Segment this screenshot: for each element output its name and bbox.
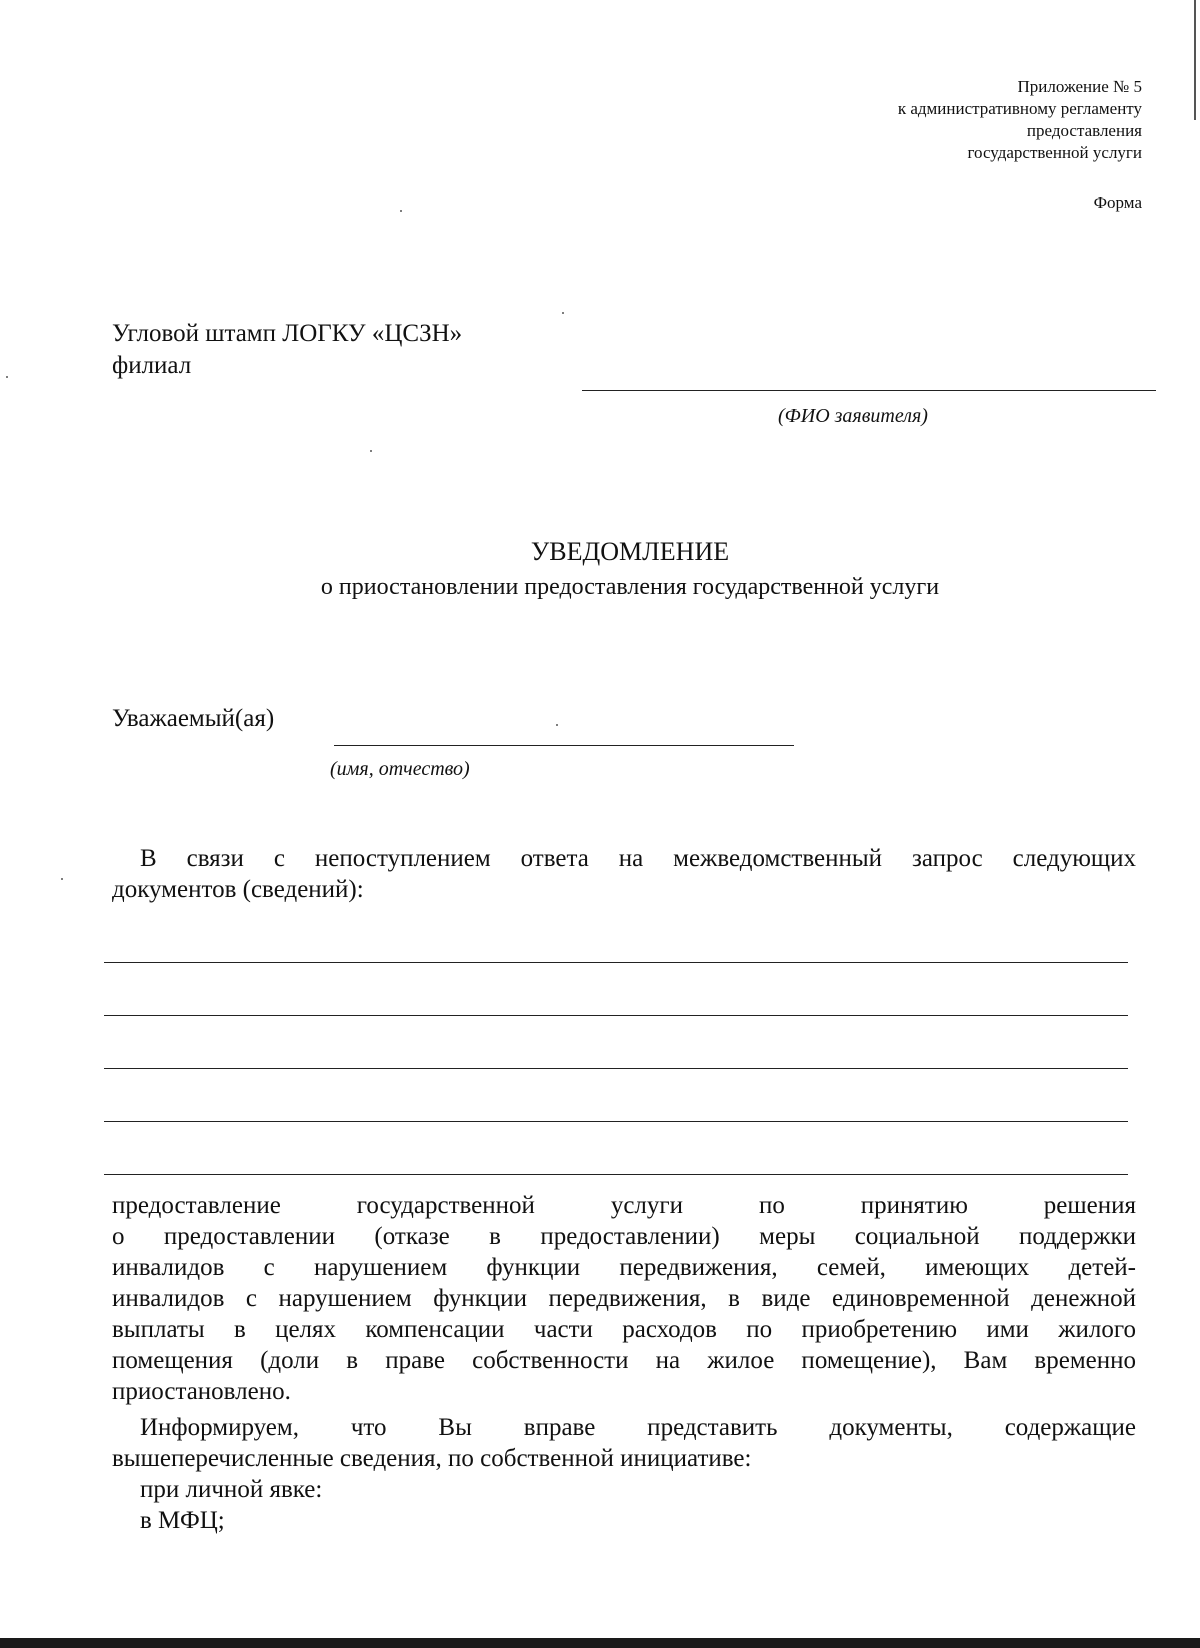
documents-blank-line[interactable]	[104, 1174, 1128, 1175]
appendix-line: к административному регламенту	[897, 99, 1142, 118]
scan-speck	[6, 376, 8, 378]
document-subtitle: о приостановлении предоставления государственной услуги	[320, 574, 940, 600]
main-line: предоставление государственной услуги по принятию решения	[112, 1192, 1136, 1219]
main-line: помещения (доли в праве собственности на жилое помещение), Вам временно	[112, 1347, 1136, 1374]
scan-speck	[400, 210, 402, 212]
main-line: о предоставлении (отказе в предоставлении) меры социальной поддержки	[112, 1223, 1136, 1250]
documents-blank-line[interactable]	[104, 1121, 1128, 1122]
corner-stamp-label	[112, 318, 462, 382]
submission-options	[140, 1474, 322, 1536]
main-paragraph	[112, 1190, 1136, 1407]
inform-line: Информируем, что Вы вправе представить документы, содержащие	[140, 1414, 1136, 1441]
submission-option: при личной явке:	[140, 1476, 323, 1503]
documents-blank-line[interactable]	[104, 962, 1128, 963]
main-line: приостановлено.	[112, 1378, 291, 1405]
intro-line: В связи с непоступлением ответа на межведомственный запрос следующих	[140, 845, 1136, 872]
scan-edge-mark	[1194, 0, 1196, 120]
appendix-reference	[898, 76, 1142, 164]
scan-speck	[556, 724, 558, 726]
stamp-line: Угловой штамп ЛОГКУ «ЦСЗН»	[112, 320, 463, 347]
form-label: Форма	[1093, 193, 1142, 212]
applicant-name-caption: (ФИО заявителя)	[778, 405, 928, 427]
intro-paragraph	[112, 843, 1136, 905]
stamp-line: филиал	[112, 352, 192, 379]
recipient-name-caption: (имя, отчество)	[330, 758, 470, 780]
scan-speck	[562, 312, 564, 314]
main-line: инвалидов с нарушением функции передвижения, в виде единовременной денежной	[112, 1285, 1136, 1312]
documents-blank-line[interactable]	[104, 1015, 1128, 1016]
greeting-label: Уважаемый(ая)	[112, 705, 275, 732]
appendix-line: предоставления	[1026, 121, 1142, 140]
inform-paragraph	[112, 1412, 1136, 1474]
inform-line: вышеперечисленные сведения, по собственной инициативе:	[112, 1445, 752, 1472]
scan-speck	[61, 878, 63, 880]
main-line: выплаты в целях компенсации части расходов по приобретению ими жилого	[112, 1316, 1136, 1343]
scan-bottom-border	[0, 1638, 1200, 1648]
documents-blank-line[interactable]	[104, 1068, 1128, 1069]
scan-speck	[370, 450, 372, 452]
appendix-line: Приложение № 5	[1017, 77, 1142, 96]
applicant-name-line[interactable]	[582, 390, 1156, 391]
appendix-line: государственной услуги	[967, 143, 1142, 162]
main-line: инвалидов с нарушением функции передвижения, семей, имеющих детей-	[112, 1254, 1136, 1281]
document-title: УВЕДОМЛЕНИЕ	[530, 537, 730, 566]
recipient-name-line[interactable]	[334, 745, 794, 746]
submission-option: в МФЦ;	[140, 1507, 225, 1534]
intro-line: документов (сведений):	[112, 876, 364, 903]
